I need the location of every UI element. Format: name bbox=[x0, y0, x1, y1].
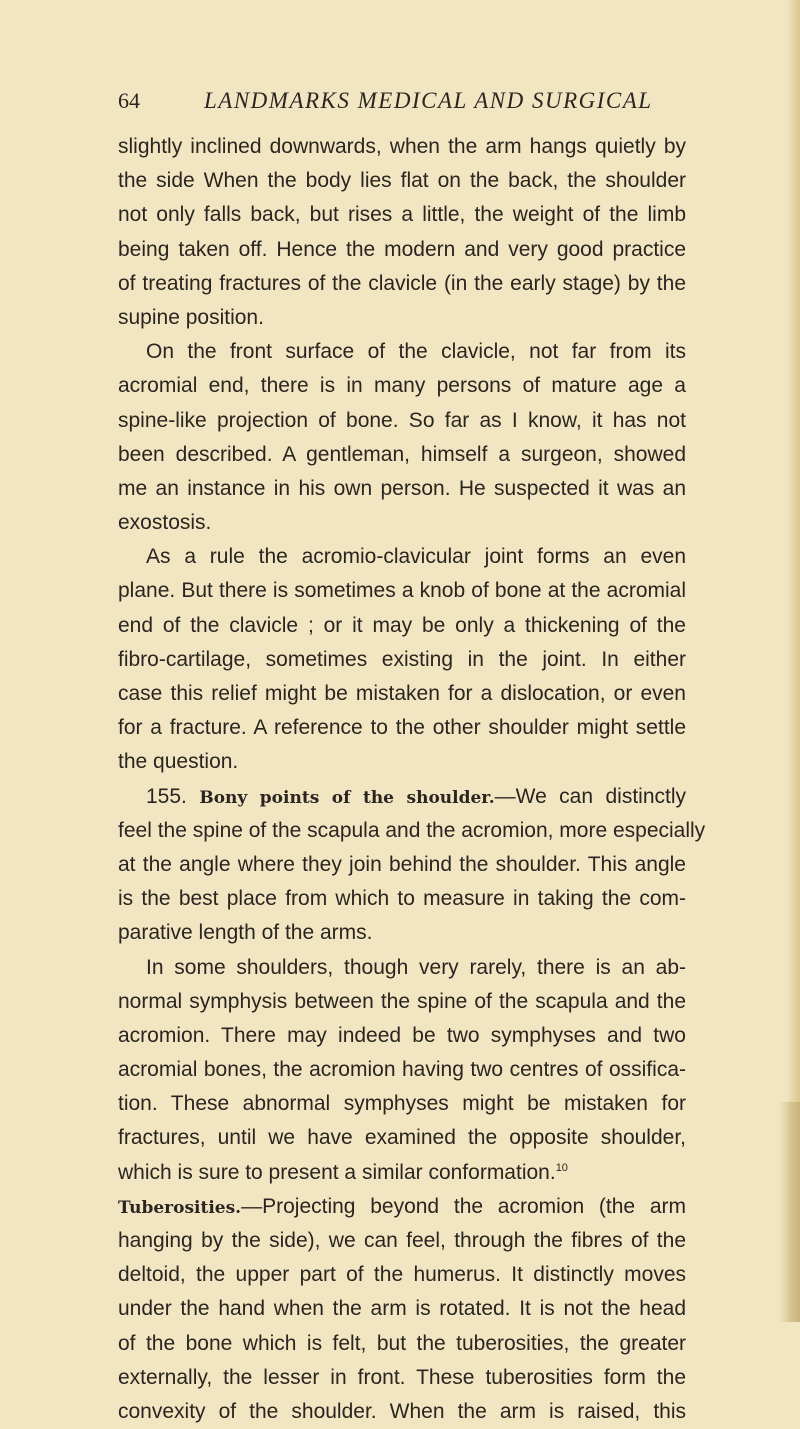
body-text bbox=[118, 130, 706, 1429]
text-line: externally, the lesser in front. These tuberosities form the bbox=[118, 1365, 686, 1389]
text-line: under the hand when the arm is rotated. It is not the head bbox=[118, 1297, 686, 1321]
text-line: tion. These abnormal symphyses might be mistaken for bbox=[118, 1092, 686, 1116]
section-number: 155. bbox=[146, 784, 187, 808]
section-155-line bbox=[118, 780, 686, 814]
text-line: deltoid, the upper part of the humerus. It distinctly moves bbox=[118, 1263, 686, 1287]
text-line: fibro-cartilage, sometimes existing in the joint. In either bbox=[118, 647, 686, 671]
text-line: convexity of the shoulder. When the arm is raised, this bbox=[118, 1399, 686, 1423]
text-line: plane. But there is sometimes a knob of bone at the acromial bbox=[118, 579, 686, 603]
text-line: not only falls back, but rises a little, the weight of the limb bbox=[118, 203, 686, 227]
text-line: of the bone which is felt, but the tuberosities, the greater bbox=[118, 1331, 686, 1355]
text-line: feel the spine of the scapula and the acromion, more especially bbox=[118, 818, 706, 842]
text-line: hanging by the side), we can feel, through the fibres of the bbox=[118, 1229, 686, 1252]
text-line: supine position. bbox=[118, 305, 264, 329]
text-line: the side When the body lies flat on the back, the shoulder bbox=[118, 169, 686, 193]
text-line: exostosis. bbox=[118, 511, 212, 535]
text-line: of treating fractures of the clavicle (in the early stage) by the bbox=[118, 271, 686, 295]
tuberosities-text: —Projecting beyond the acromion (the arm bbox=[241, 1194, 686, 1218]
text-line: me an instance in his own person. He suspected it was an bbox=[118, 476, 686, 500]
text-line: slightly inclined downwards, when the arm hangs quietly by bbox=[118, 135, 686, 158]
running-head bbox=[118, 88, 686, 118]
text-line: fractures, until we have examined the opposite shoulder, bbox=[118, 1126, 686, 1150]
text-line-content: which is sure to present a similar conformation. bbox=[118, 1160, 556, 1184]
page-number: 64 bbox=[118, 88, 140, 113]
text-line: been described. A gentleman, himself a surgeon, showed bbox=[118, 442, 686, 466]
text-line: the question. bbox=[118, 750, 239, 774]
running-title: LANDMARKS MEDICAL AND SURGICAL bbox=[204, 88, 653, 113]
text-line: acromial end, there is in many persons of mature age a bbox=[118, 374, 686, 398]
tuberosities-line bbox=[118, 1190, 686, 1224]
text-line: is the best place from which to measure in taking the com- bbox=[118, 887, 686, 911]
text-line: parative length of the arms. bbox=[118, 921, 373, 945]
tuberosities-heading: Tuberosities. bbox=[118, 1197, 242, 1218]
text-line: at the angle where they join behind the shoulder. This angle bbox=[118, 852, 686, 876]
text-line: spine-like projection of bone. So far as I know, it has not bbox=[118, 408, 686, 432]
section-heading: Bony points of the shoulder. bbox=[199, 787, 495, 808]
text-line: end of the clavicle ; or it may be only a thickening of the bbox=[118, 613, 686, 637]
text-line: As a rule the acromio-clavicular joint forms an even bbox=[146, 545, 686, 569]
text-line: acromial bones, the acromion having two centres of ossifica- bbox=[118, 1058, 686, 1082]
page-edge-shadow-bottom bbox=[778, 1102, 800, 1322]
text-line: normal symphysis between the spine of the scapula and the bbox=[118, 989, 686, 1013]
section-text: —We can distinctly bbox=[494, 784, 687, 808]
text-line: On the front surface of the clavicle, not far from its bbox=[146, 340, 686, 364]
text-line: for a fracture. A reference to the other shoulder might settle bbox=[118, 716, 686, 740]
text-line bbox=[118, 1156, 686, 1190]
text-line: being taken off. Hence the modern and very good practice bbox=[118, 237, 686, 261]
text-line: case this relief might be mistaken for a dislocation, or even bbox=[118, 682, 686, 705]
text-line: In some shoulders, though very rarely, there is an ab- bbox=[146, 955, 686, 979]
footnote-ref: 10 bbox=[555, 1161, 568, 1174]
text-line: acromion. There may indeed be two symphyses and two bbox=[118, 1023, 686, 1047]
